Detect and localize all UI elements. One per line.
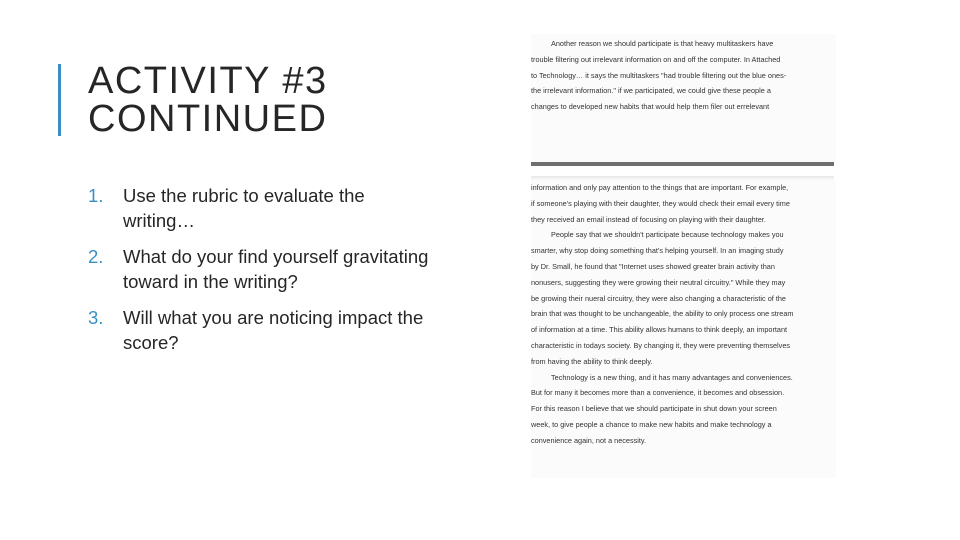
essay-line: brain that was thought to be unchangeable, the ability to only process one stream [531,309,794,319]
essay-line: the irrelevant information." if we participated, we could give these people a [531,86,771,96]
essay-line: if someone's playing with their daughter, they would check their email every time [531,198,790,208]
essay-excerpt-bottom [531,180,836,478]
list-text: What do your find yourself gravitating toward in the writing? [123,246,429,292]
essay-excerpt-top [531,34,836,162]
list-item [88,183,433,233]
title-line-1: ACTIVITY #3 [88,60,328,102]
title-accent-bar [58,64,61,136]
list-text: Use the rubric to evaluate the writing… [123,185,365,231]
instruction-list [88,183,433,366]
essay-line: People say that we shouldn't participate because technology makes you [551,230,784,240]
slide-title [88,62,328,138]
essay-line: trouble filtering out irrelevant information on and off the computer. In Attached [531,54,781,64]
essay-line: smarter, why stop doing something that's helping yourself. In an imaging study [531,246,784,256]
essay-line: changes to developed new habits that would help them filer out errelevant [531,102,770,112]
list-text: Will what you are noticing impact the score? [123,307,424,353]
essay-line: to Technology… it says the multitaskers "had trouble filtering out the blue ones- [531,70,787,80]
essay-line: For this reason I believe that we should participate in shut down your screen [531,404,777,414]
essay-line: Another reason we should participate is that heavy multitaskers have [551,39,774,48]
essay-line: Technology is a new thing, and it has many advantages and conveniences. [551,372,793,382]
list-item [88,305,433,355]
essay-line: by Dr. Small, he found that "Internet uses showed greater brain activity than [531,261,775,271]
essay-line: of information at a time. This ability allows humans to think deeply, an important [531,325,788,335]
page-break-divider [531,162,834,166]
essay-line: be growing their nueral circuitry, they were also changing a characteristic of the [531,293,786,303]
list-number: 2. [88,246,104,267]
essay-line: convenience again, not a necessity. [531,435,647,445]
essay-line: information and only pay attention to the things that are important. For example, [531,183,789,192]
essay-line: But for many it becomes more than a convenience, it becomes and obsession. [531,388,785,398]
list-number: 1. [88,185,104,206]
list-item [88,244,433,294]
essay-line: nonusers, suggesting they were growing their neutral circuitry." While they may [531,277,786,287]
essay-line: they received an email instead of focusing on playing with their daughter. [531,214,766,224]
title-line-2: CONTINUED [88,98,328,140]
essay-line: characteristic in todays society. By changing it, they were preventing themselves [531,340,791,350]
list-number: 3. [88,307,104,328]
essay-line: from having the ability to think deeply. [531,356,653,366]
essay-line: week, to give people a chance to make new habits and make technology a [531,419,772,429]
